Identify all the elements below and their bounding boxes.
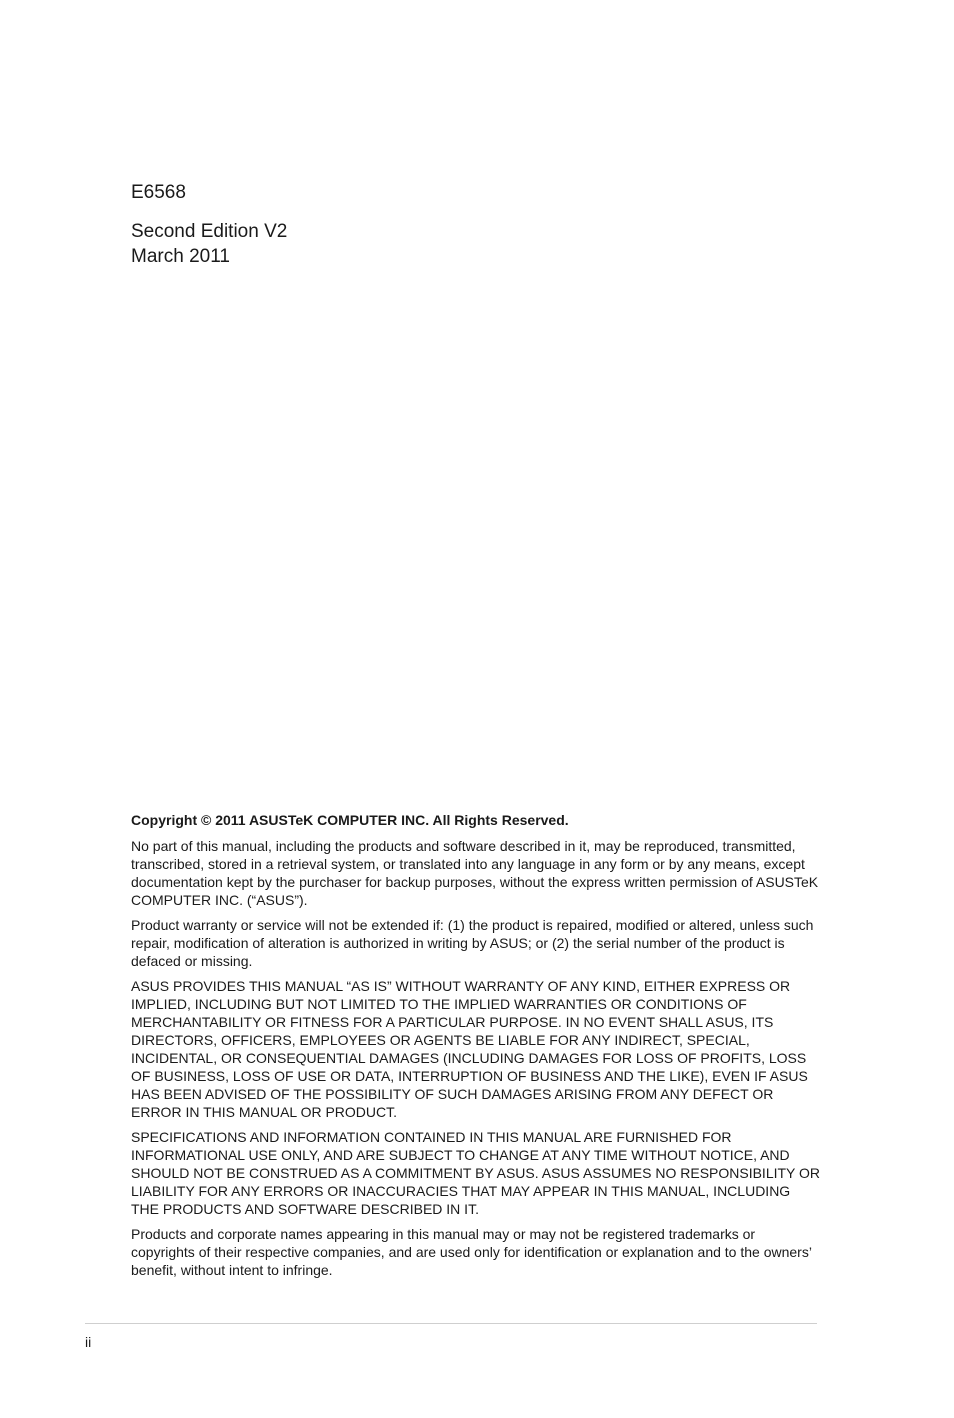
edition-label: Second Edition V2 xyxy=(131,221,288,242)
page-number: ii xyxy=(85,1334,92,1350)
legal-paragraph-warranty: Product warranty or service will not be extended if: (1) the product is repaired, modified or altered, unless such repair, modification of alteration is authorized in writing by ASUS; or (2) the serial number of the product is defaced or missing. xyxy=(131,917,814,969)
legal-paragraph-specifications: SPECIFICATIONS AND INFORMATION CONTAINED IN THIS MANUAL ARE FURNISHED FOR INFORMATIONAL USE ONLY, AND ARE SUBJECT TO CHANGE AT ANY TIME WITHOUT NOTICE, AND SHOULD NOT BE CONSTRUED AS A COMMITMENT BY ASUS. ASUS ASSUMES NO RESPONSIBILITY OR LIABILITY FOR ANY ERRORS OR INACCURACIES THAT MAY APPEAR IN THIS MANUAL, INCLUDING THE PRODUCTS AND SOFTWARE DESCRIBED IN IT. xyxy=(131,1129,821,1217)
legal-notice xyxy=(131,811,821,1286)
legal-paragraph-disclaimer: ASUS PROVIDES THIS MANUAL “AS IS” WITHOUT WARRANTY OF ANY KIND, EITHER EXPRESS OR IMPLIED, INCLUDING BUT NOT LIMITED TO THE IMPLIED WARRANTIES OR CONDITIONS OF MERCHANTABILITY OR FITNESS FOR A PARTICULAR PURPOSE. IN NO EVENT SHALL ASUS, ITS DIRECTORS, OFFICERS, EMPLOYEES OR AGENTS BE LIABLE FOR ANY INDIRECT, SPECIAL, INCIDENTAL, OR CONSEQUENTIAL DAMAGES (INCLUDING DAMAGES FOR LOSS OF PROFITS, LOSS OF BUSINESS, LOSS OF USE OR DATA, INTERRUPTION OF BUSINESS AND THE LIKE), EVEN IF ASUS HAS BEEN ADVISED OF THE POSSIBILITY OF SUCH DAMAGES ARISING FROM ANY DEFECT OR ERROR IN THIS MANUAL OR PRODUCT. xyxy=(131,978,808,1120)
title-block xyxy=(131,181,731,269)
footer-divider xyxy=(85,1323,817,1324)
legal-paragraph-reproduction: No part of this manual, including the products and software described in it, may be reproduced, transmitted, transcribed, stored in a retrieval system, or translated into any language in any form or by any means, except documentation kept by the purchaser for backup purposes, without the express written permission of ASUSTeK COMPUTER INC. (“ASUS”). xyxy=(131,838,819,908)
publication-date: March 2011 xyxy=(131,246,230,267)
document-code: E6568 xyxy=(131,182,186,203)
legal-paragraph-trademarks: Products and corporate names appearing in this manual may or may not be registered trademarks or copyrights of their respective companies, and are used only for identification or explanation and to the owners’ benefit, without intent to infringe. xyxy=(131,1226,812,1278)
copyright-notice: Copyright © 2011 ASUSTeK COMPUTER INC. All Rights Reserved. xyxy=(131,812,569,828)
